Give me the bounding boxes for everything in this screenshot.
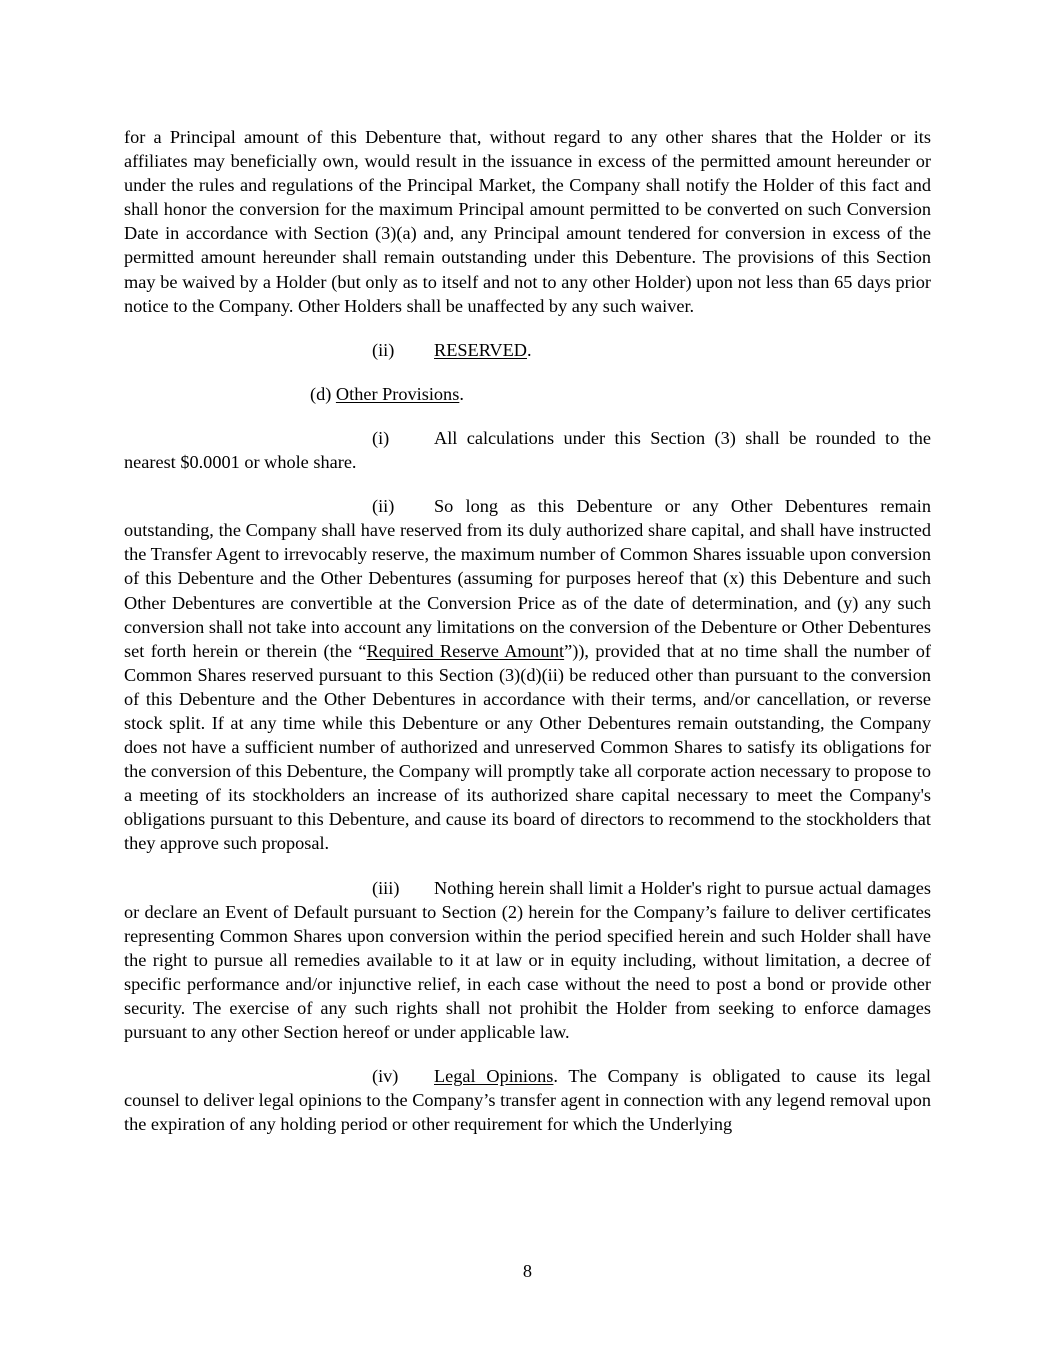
provision-item-iv (124, 1064, 931, 1136)
item-text: . The Company is obligated to cause its legal counsel to deliver legal opinions to the Company’s transfer agent in connection with any legend removal upon the expiration of any holding period or other requirement for which the Underlying (124, 1066, 931, 1135)
reserved-number: (ii) (372, 339, 395, 360)
provision-item-ii (124, 494, 931, 855)
item-number: (iii) (372, 877, 400, 898)
item-number: (i) (372, 427, 390, 448)
item-text: So long as this Debenture or any Other Debentures remain outstanding, the Company shall have reserved from its duly authorized share capital, and shall have instructed the Transfer Agent to irrevocably reserve, the maximum number of Common Shares issuable upon conversion of this Debenture and the Other Debentures (assuming for purposes hereof that (x) this Debenture and such Other Debentures are convertible at the Conversion Price as of the date of determination, and (y) any such conversion shall not take into account any limitations on the conversion of the Debenture or Other Debentures set forth herein or therein (the “ (124, 496, 931, 661)
item-number: (ii) (372, 496, 395, 517)
item-text-continued: ”)), provided that at no time shall the number of Common Shares reserved pursuant to this Section (3)(d)(ii) be reduced other than pursuant to the conversion of this Debenture and the Other Debentures in accordance with their terms, and/or cancellation, or reverse stock split. If at any time while this Debenture or any Other Debentures remain outstanding, the Company does not have a sufficient number of authorized and unreserved Common Shares to satisfy its obligations for the conversion of this Debenture, the Company will promptly take all corporate action necessary to propose to a meeting of its stockholders an increase of its authorized share capital necessary to meet the Company's obligations pursuant to this Debenture, and cause its board of directors to recommend to the stockholders that they approve such proposal. (124, 640, 931, 854)
item-number: (iv) (372, 1066, 399, 1087)
provision-item-i (124, 426, 931, 474)
page-number: 8 (522, 1261, 533, 1281)
other-provisions-trail: . (459, 383, 464, 404)
item-text: Nothing herein shall limit a Holder's right to pursue actual damages or declare an Event of Default pursuant to Section (2) herein for the Company’s failure to deliver certificates representing Common Shares upon conversion within the period specified herein and such Holder shall have the right to pursue all remedies available to it at law or in equity including, without limitation, a decree of specific performance and/or injunctive relief, in each case without the need to post a bond or provide other security. The exercise of any such rights shall not prohibit the Holder from seeking to enforce damages pursuant to any other Section hereof or under applicable law. (124, 877, 931, 1043)
reserved-heading (372, 338, 931, 362)
reserved-trail: . (527, 339, 532, 360)
defined-term-required-reserve-amount: Required Reserve Amount (366, 640, 565, 661)
reserved-title: RESERVED (434, 339, 527, 360)
other-provisions-heading (310, 382, 931, 406)
other-provisions-label: (d) (310, 383, 332, 404)
provision-item-iii (124, 876, 931, 1045)
item-text: All calculations under this Section (3) shall be rounded to the nearest $0.0001 or whole share. (124, 427, 931, 473)
legal-opinions-title: Legal Opinions (434, 1066, 554, 1087)
continuation-paragraph: for a Principal amount of this Debenture that, without regard to any other shares that the Holder or its affiliates may beneficially own, would result in the issuance in excess of the permitted amount hereunder or under the rules and regulations of the Principal Market, the Company shall notify the Holder of this fact and shall honor the conversion for the maximum Principal amount permitted to be converted on such Conversion Date in accordance with Section (3)(a) and, any Principal amount tendered for conversion in excess of the permitted amount hereunder shall remain outstanding under this Debenture. The provisions of this Section may be waived by a Holder (but only as to itself and not to any other Holder) upon not less than 65 days prior notice to the Company. Other Holders shall be unaffected by any such waiver. (124, 127, 931, 316)
other-provisions-title: Other Provisions (335, 383, 460, 404)
page-body (124, 125, 931, 1156)
